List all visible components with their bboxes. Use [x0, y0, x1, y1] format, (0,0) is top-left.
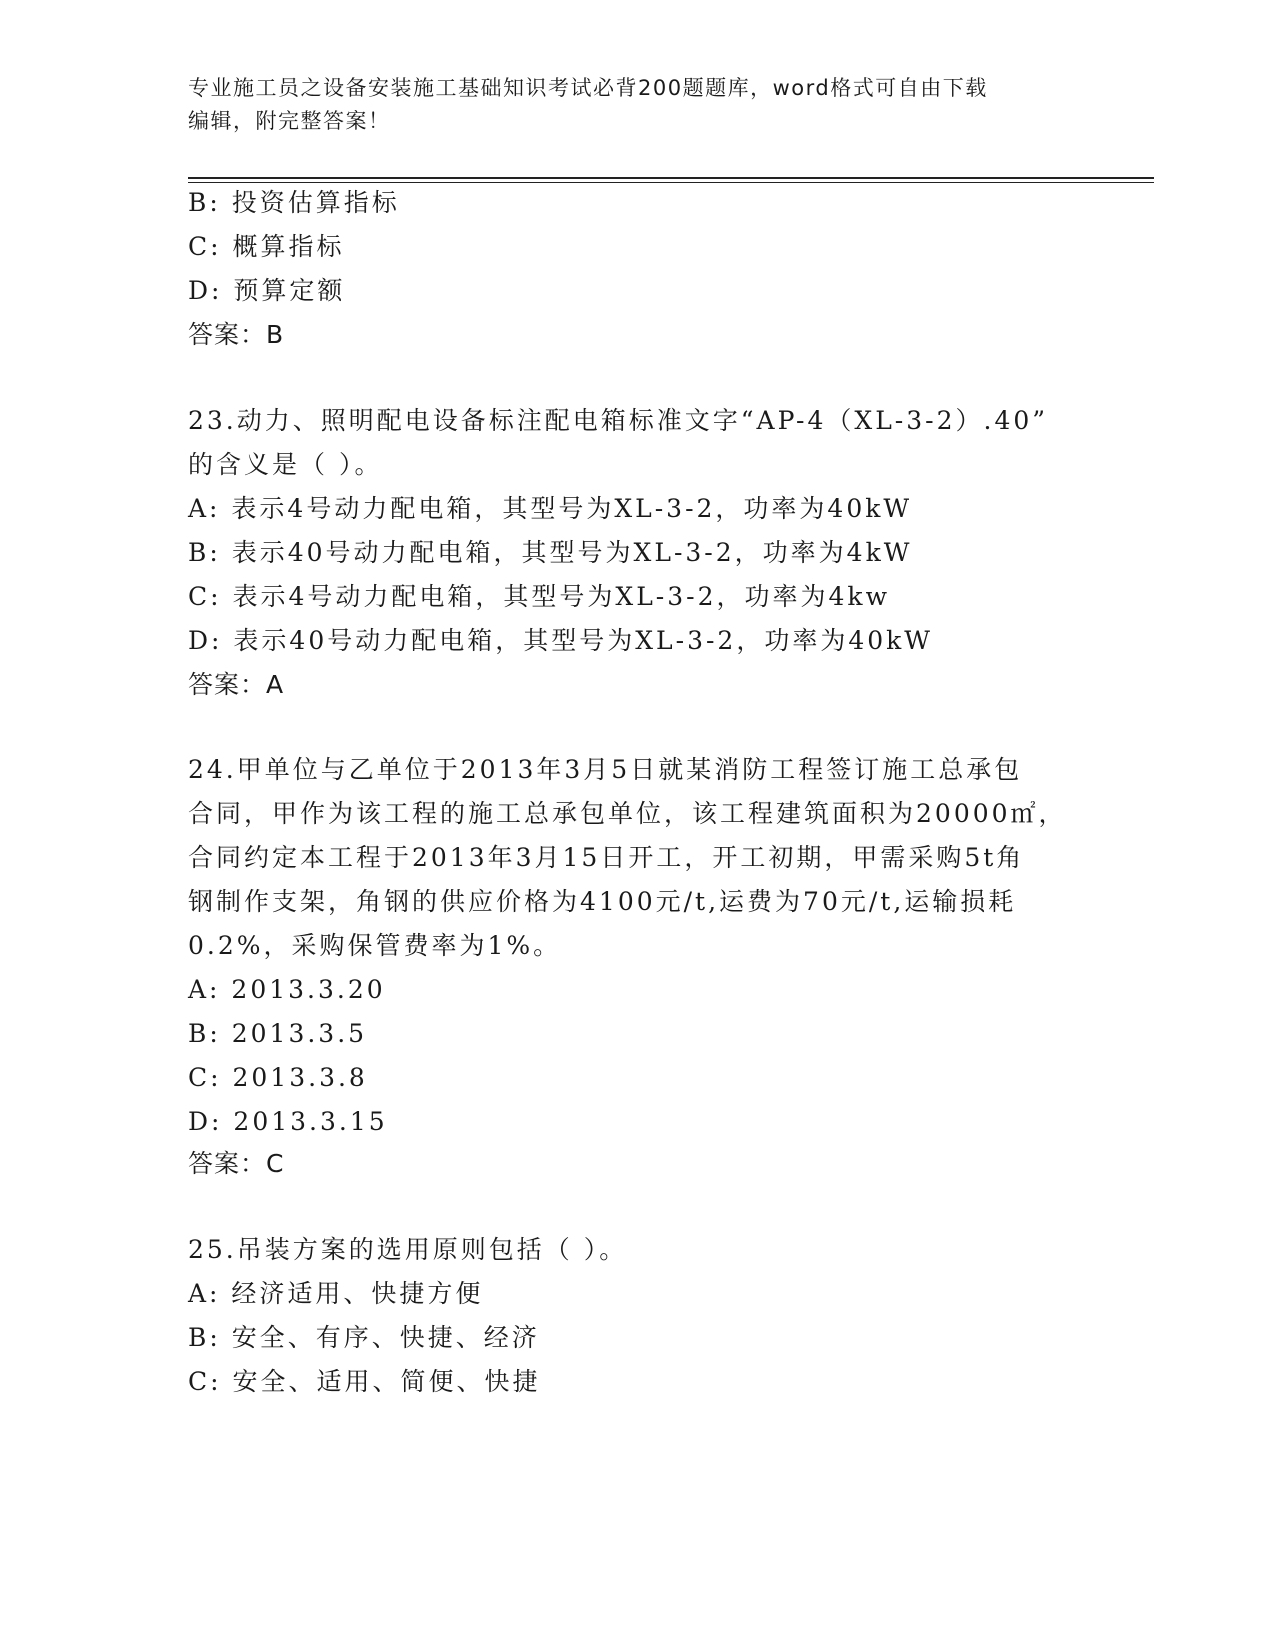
header-line-1: 专业施工员之设备安装施工基础知识考试必背200题题库，word格式可自由下载 — [188, 76, 988, 100]
q23-option-a: A: 表示4号动力配电箱，其型号为XL-3-2，功率为40kW — [188, 494, 913, 523]
q25-option-b: B: 安全、有序、快捷、经济 — [188, 1323, 540, 1352]
q25-stem-line-1: 25.吊装方案的选用原则包括（ ）。 — [188, 1235, 628, 1264]
q22-option-c: C: 概算指标 — [188, 232, 345, 261]
q23-answer: 答案：A — [188, 670, 285, 699]
q22-answer: 答案：B — [188, 320, 285, 349]
q24-answer: 答案：C — [188, 1149, 285, 1178]
q24-option-c: C: 2013.3.8 — [188, 1063, 368, 1092]
q25-option-a: A: 经济适用、快捷方便 — [188, 1279, 484, 1308]
q23-option-d: D: 表示40号动力配电箱，其型号为XL-3-2，功率为40kW — [188, 626, 933, 655]
q22-option-d: D: 预算定额 — [188, 276, 346, 305]
document-header — [188, 72, 1068, 138]
q24-stem-line-1: 24.甲单位与乙单位于2013年3月5日就某消防工程签订施工总承包 — [188, 755, 1023, 784]
q23-stem-line-1: 23.动力、照明配电设备标注配电箱标准文字“AP-4（XL-3-2）.40” — [188, 406, 1049, 435]
q24-stem-line-2: 合同，甲作为该工程的施工总承包单位，该工程建筑面积为20000㎡， — [188, 799, 1067, 828]
q24-stem-line-4: 钢制作支架，角钢的供应价格为4100元/t,运费为70元/t,运输损耗 — [188, 887, 1017, 916]
q24-option-d: D: 2013.3.15 — [188, 1107, 388, 1136]
q24-stem-line-5: 0.2%，采购保管费率为1%。 — [188, 931, 562, 960]
q23-option-c: C: 表示4号动力配电箱，其型号为XL-3-2，功率为4kw — [188, 582, 890, 611]
header-divider-thick — [188, 177, 1154, 179]
q25-option-c: C: 安全、适用、简便、快捷 — [188, 1367, 541, 1396]
q23-stem-line-2: 的含义是（ ）。 — [188, 450, 383, 479]
header-divider-thin — [188, 182, 1154, 183]
header-line-2: 编辑，附完整答案！ — [188, 109, 391, 133]
q22-option-b: B: 投资估算指标 — [188, 188, 400, 217]
q24-option-b: B: 2013.3.5 — [188, 1019, 368, 1048]
q24-stem-line-3: 合同约定本工程于2013年3月15日开工，开工初期，甲需采购5t角 — [188, 843, 1025, 872]
q23-option-b: B: 表示40号动力配电箱，其型号为XL-3-2，功率为4kW — [188, 538, 913, 567]
q24-option-a: A: 2013.3.20 — [188, 975, 386, 1004]
